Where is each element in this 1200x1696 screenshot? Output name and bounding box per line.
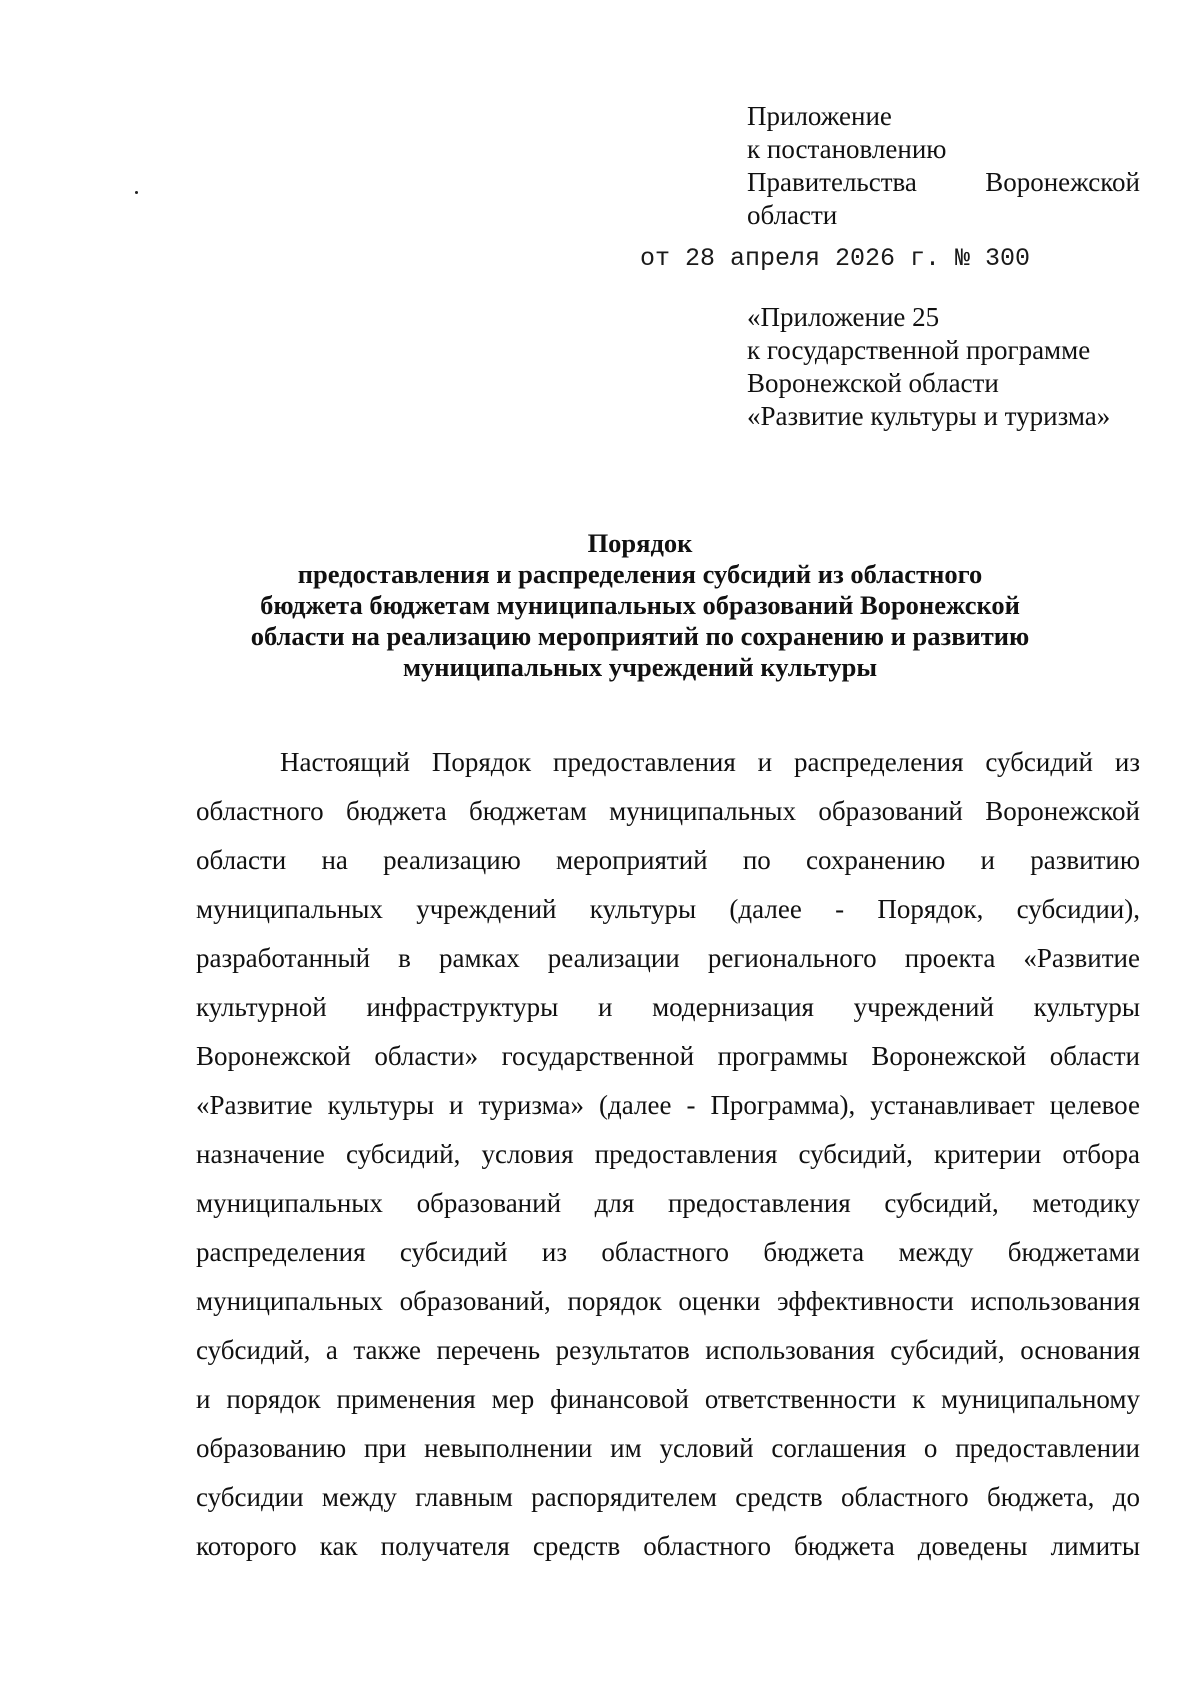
paragraph-line: разработанный в рамках реализации регионального проекта «Развитие [196,943,1140,973]
title-line: бюджета бюджетам муниципальных образований Воронежской [260,590,1020,620]
paragraph-line: муниципальных учреждений культуры (далее - Порядок, субсидии), [196,894,1140,924]
paragraph-line: культурной инфраструктуры и модернизация учреждений культуры [196,992,1140,1022]
approval-line: Приложение [747,101,892,131]
annex-line: к государственной программе [747,335,1091,365]
paragraph-line: субсидий, а также перечень результатов использования субсидий, основания [196,1335,1140,1365]
document-title [180,528,1100,683]
approval-word: Правительства [747,167,917,197]
title-line: области на реализацию мероприятий по сохранению и развитию [250,621,1030,651]
paragraph-line: муниципальных образований, порядок оценки эффективности использования [196,1286,1140,1316]
paragraph-line: Воронежской области» государственной программы Воронежской области [196,1041,1140,1071]
annex-header [747,301,1147,433]
paragraph-line: «Развитие культуры и туризма» (далее - Программа), устанавливает целевое [196,1090,1140,1120]
approval-header [747,100,1140,232]
date-number-stamp: от 28 апреля 2026 г. № 300 [640,244,1031,273]
paragraph-line: и порядок применения мер финансовой ответственности к муниципальному [196,1384,1140,1414]
scan-dot [135,191,138,194]
title-line: Порядок [587,528,693,558]
paragraph-line: которого как получателя средств областного бюджета доведены лимиты [196,1531,1140,1561]
title-line: предоставления и распределения субсидий из областного [297,559,983,589]
paragraph-line: областного бюджета бюджетам муниципальных образований Воронежской [196,796,1140,826]
paragraph-line: назначение субсидий, условия предоставления субсидий, критерии отбора [196,1139,1140,1169]
paragraph-line: Настоящий Порядок предоставления и распределения субсидий из [280,747,1140,777]
paragraph-line: муниципальных образований для предоставления субсидий, методику [196,1188,1140,1218]
paragraph-line: распределения субсидий из областного бюджета между бюджетами [196,1237,1140,1267]
body-paragraph [196,738,1140,1571]
approval-word: Воронежской [985,167,1140,197]
title-line: муниципальных учреждений культуры [402,652,878,682]
annex-line: «Развитие культуры и туризма» [747,401,1111,431]
annex-line: «Приложение 25 [747,302,940,332]
approval-line: области [747,200,838,230]
annex-line: Воронежской области [747,368,999,398]
approval-line [747,166,1140,199]
paragraph-line: области на реализацию мероприятий по сохранению и развитию [196,845,1140,875]
approval-line: к постановлению [747,134,947,164]
paragraph-line: субсидии между главным распорядителем средств областного бюджета, до [196,1482,1140,1512]
paragraph-line: образованию при невыполнении им условий соглашения о предоставлении [196,1433,1140,1463]
